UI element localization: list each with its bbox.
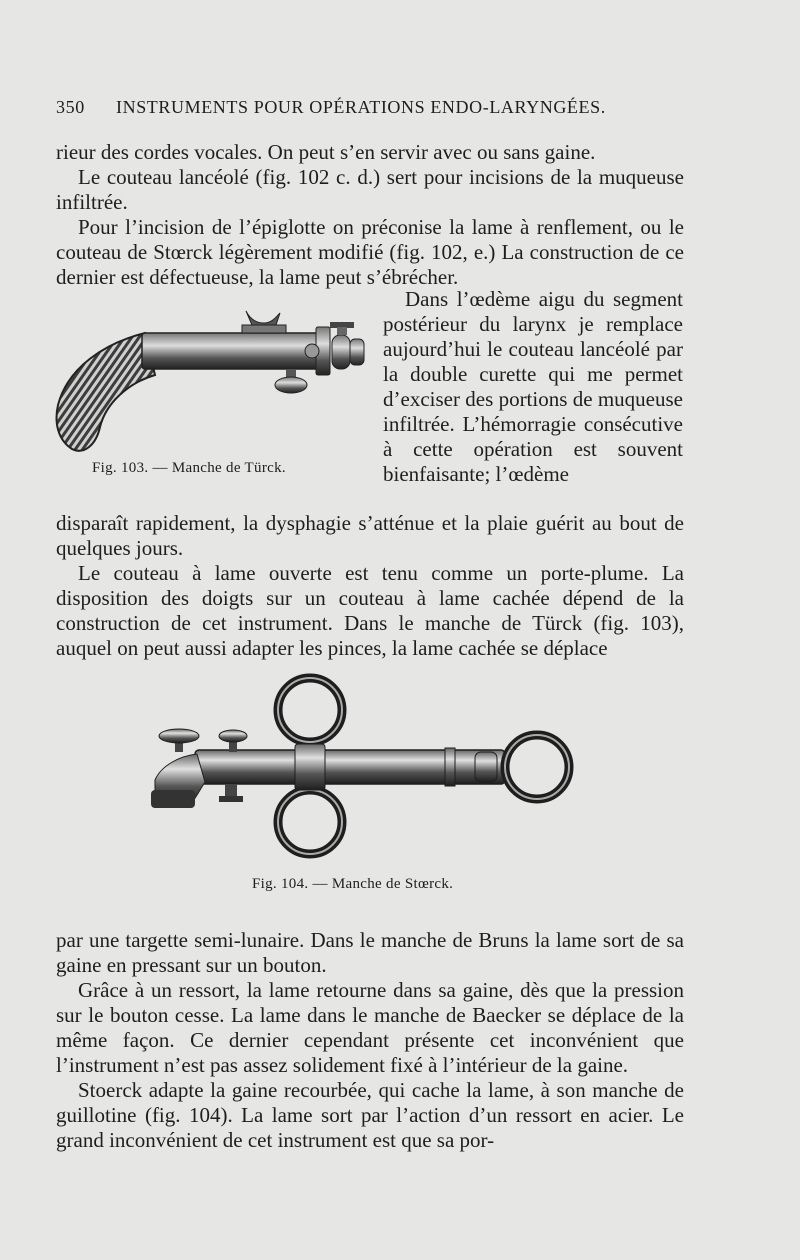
figure-104-stoerck-handle [145, 670, 600, 865]
running-title: INSTRUMENTS POUR OPÉRATIONS ENDO-LARYNGÉES. [116, 97, 606, 117]
figure-103-turck-handle [50, 305, 380, 460]
paragraph: Grâce à un ressort, la lame retourne dans sa gaine, dès que la pression sur le bouton cesse. La lame dans le manche de Baecker se déplace de la même façon. Ce dernier cependant présente cet inconvénient que l’instrument n’est pas assez solidement fixé à l’intérieur de la gaine. [56, 978, 684, 1077]
paragraph: Dans l’œdème aigu du segment postérieur du larynx je remplace aujourd’hui le couteau lancéolé par la double curette qui me permet d’exciser des portions de muqueuse infiltrée. L’hémorragie consécutive à cette opération est souvent bienfaisante; l’œdème [383, 287, 683, 486]
text-block-bottom [56, 928, 684, 1153]
paragraph: rieur des cordes vocales. On peut s’en servir avec ou sans gaine. [56, 140, 596, 164]
paragraph: Pour l’incision de l’épiglotte on préconise la lame à renflement, ou le couteau de Stœrck légèrement modifié (fig. 102, e.) La construction de ce dernier est défectueuse, la lame peut s’ébrécher. [56, 215, 684, 289]
paragraph: par une targette semi-lunaire. Dans le manche de Bruns la lame sort de sa gaine en pressant sur un bouton. [56, 928, 684, 977]
page-number: 350 [56, 97, 85, 117]
paragraph: Stoerck adapte la gaine recourbée, qui cache la lame, à son manche de guillotine (fig. 104). La lame sort par l’action d’un ressort en acier. Le grand inconvénient de cet instrument est que sa por- [56, 1078, 684, 1152]
paragraph: Le couteau lancéolé (fig. 102 c. d.) sert pour incisions de la muqueuse infiltrée. [56, 165, 684, 214]
text-block-middle [56, 511, 684, 661]
running-header [56, 97, 746, 118]
text-wrapped-beside-figure [383, 287, 683, 487]
figure-103-caption: Fig. 103. — Manche de Türck. [92, 460, 286, 476]
paragraph-continuation: disparaît rapidement, la dysphagie s’atténue et la plaie guérit au bout de quelques jours. [56, 511, 684, 560]
figure-104-caption: Fig. 104. — Manche de Stœrck. [252, 876, 454, 892]
paragraph: Le couteau à lame ouverte est tenu comme un porte-plume. La disposition des doigts sur un couteau à lame cachée dépend de la construction de cet instrument. Dans le manche de Türck (fig. 103), auquel on peut aussi adapter les pinces, la lame cachée se déplace [56, 561, 684, 660]
text-block-top [56, 140, 684, 290]
